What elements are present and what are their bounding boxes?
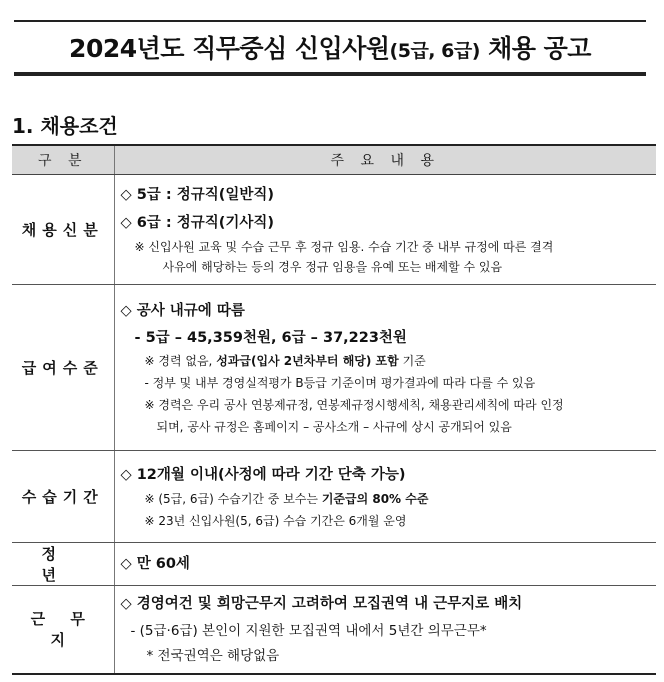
- table-row: [12, 175, 656, 285]
- table-row: [12, 285, 656, 451]
- note-line: ※ 23년 신입사원(5, 6급) 수습 기간은 6개월 운영: [144, 513, 407, 528]
- header-category: 구 분: [12, 145, 114, 175]
- content-line: ◇ 6급 : 정규직(기사직): [120, 214, 274, 231]
- conditions-table: [12, 144, 656, 675]
- note-line: ※ 신입사원 교육 및 수습 근무 후 정규 임용. 수습 기간 중 내부 규정에 따른 결격: [134, 239, 554, 254]
- note-text: 기준: [398, 353, 426, 368]
- row-label: 정 년: [12, 543, 114, 586]
- content-line: ◇ 5급 : 정규직(일반직): [120, 186, 274, 203]
- row-label: 급여수준: [12, 285, 114, 451]
- note-line: [121, 489, 651, 511]
- content-line: ◇ 공사 내규에 따름: [120, 302, 245, 319]
- content-line: ◇ 만 60세: [120, 556, 190, 572]
- header-content: 주 요 내 용: [114, 145, 656, 175]
- row-content: [114, 586, 656, 674]
- row-content: [114, 451, 656, 543]
- note-text: ※ 경력 없음,: [144, 353, 217, 368]
- row-label: 근 무 지: [12, 586, 114, 674]
- content-line: ◇ 12개월 이내(사정에 따라 기간 단축 가능): [120, 466, 406, 483]
- note-line: - (5급·6급) 본인이 지원한 모집권역 내에서 5년간 의무근무*: [130, 623, 487, 640]
- note-line: [121, 351, 651, 373]
- note-emphasis: 기준급의 80% 수준: [321, 491, 429, 506]
- table-row: [12, 451, 656, 543]
- note-line: - 정부 및 내부 경영실적평가 B등급 기준이며 평가결과에 따라 다를 수 있음: [144, 375, 536, 390]
- page-title: [69, 29, 591, 65]
- title-box: [14, 20, 646, 76]
- row-content: [114, 543, 656, 586]
- note-line: 사유에 해당하는 등의 경우 정규 임용을 유예 또는 배제할 수 있음: [162, 259, 503, 274]
- title-grade: (5급, 6급): [389, 40, 480, 62]
- note-emphasis: 성과급(입사 2년차부터 해당) 포함: [216, 353, 399, 368]
- row-label: 채용신분: [12, 175, 114, 285]
- table-row: [12, 543, 656, 586]
- salary-line: - 5급 – 45,359천원, 6급 – 37,223천원: [134, 329, 407, 346]
- note-line: 되며, 공사 규정은 홈페이지 – 공사소개 – 사규에 상시 공개되어 있음: [156, 419, 512, 434]
- row-label: 수습기간: [12, 451, 114, 543]
- row-content: [114, 285, 656, 451]
- note-line: * 전국권역은 해당없음: [146, 648, 280, 665]
- note-line: ※ 경력은 우리 공사 연봉제규정, 연봉제규정시행세칙, 채용관리세칙에 따라 인정: [144, 397, 564, 412]
- title-end: 채용 공고: [488, 34, 591, 63]
- note-text: ※ (5급, 6급) 수습기간 중 보수는: [144, 491, 322, 506]
- content-line: ◇ 경영여건 및 희망근무지 고려하여 모집권역 내 근무지로 배치: [120, 596, 523, 613]
- section-heading: 1. 채용조건: [12, 114, 118, 138]
- table-row: [12, 586, 656, 674]
- title-main: 2024년도 직무중심 신입사원: [69, 34, 390, 63]
- row-content: [114, 175, 656, 285]
- table-header-row: [12, 145, 656, 175]
